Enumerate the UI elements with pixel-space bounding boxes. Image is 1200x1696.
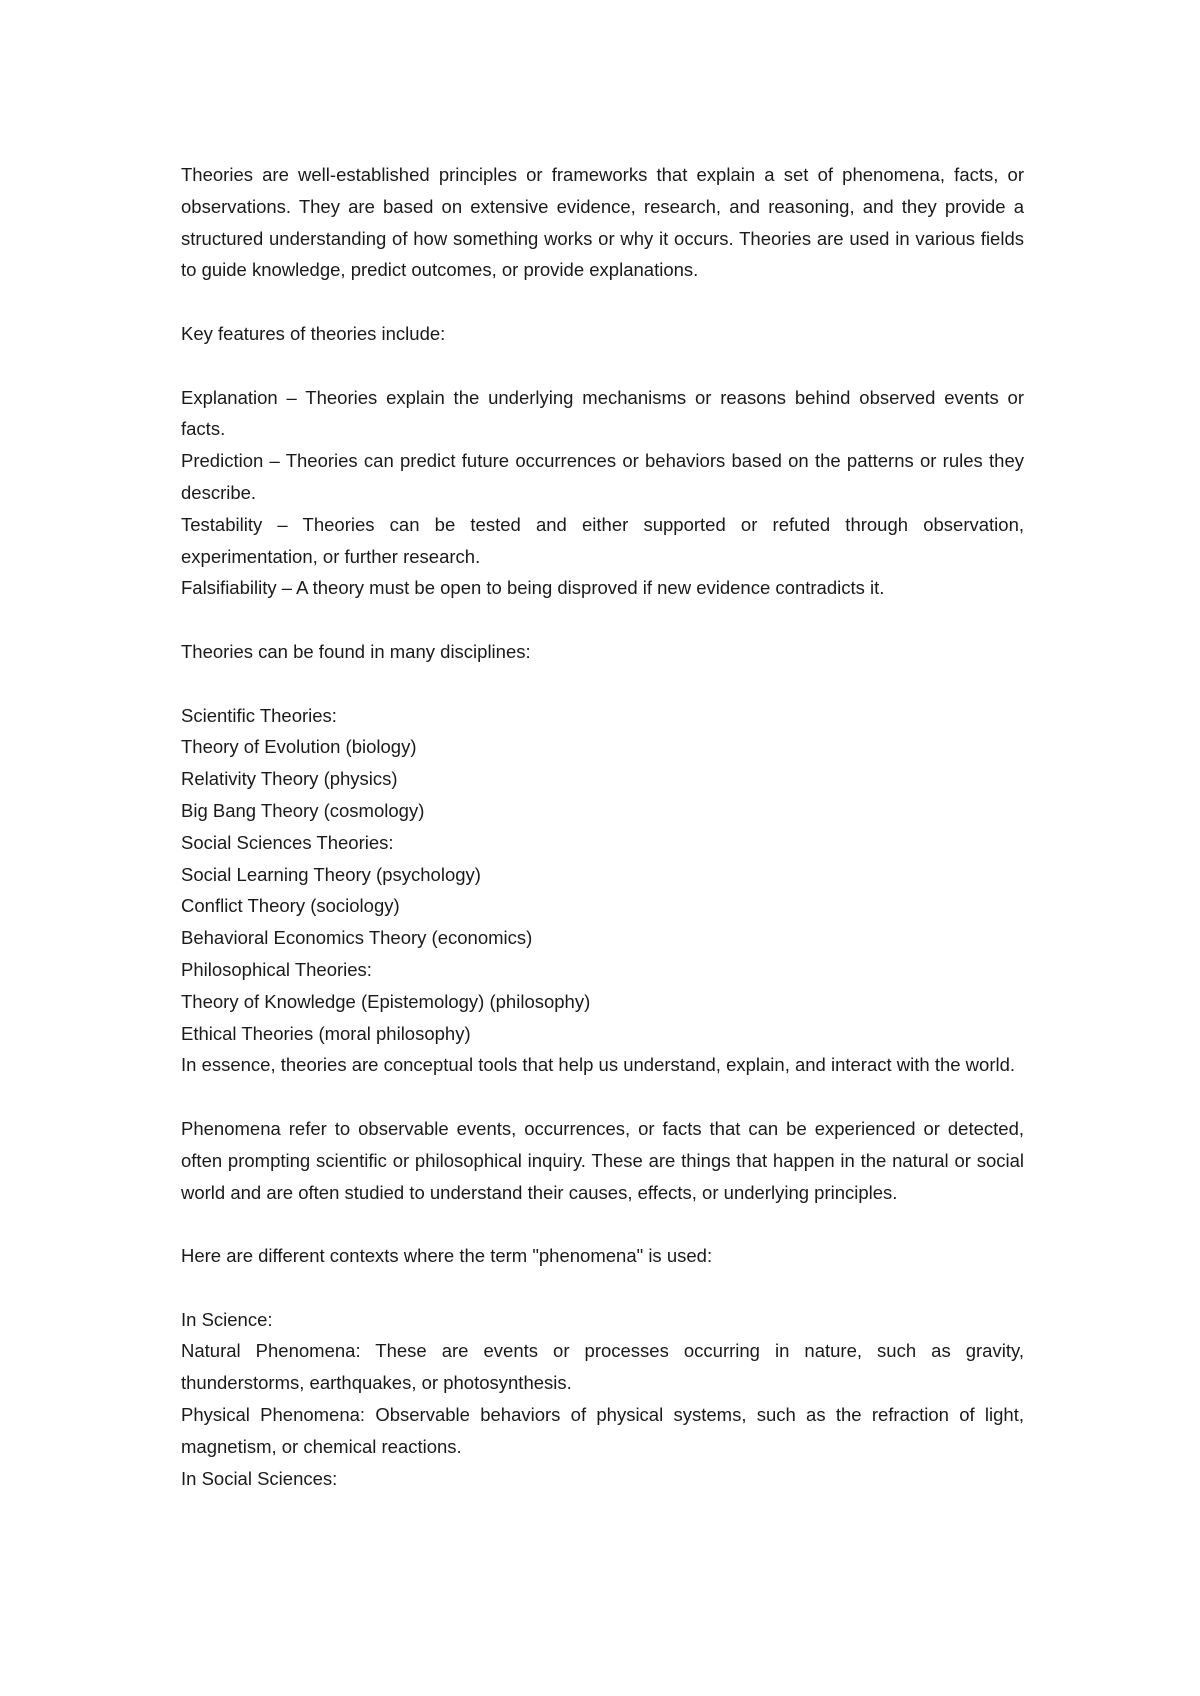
- discipline-scientific-heading: Scientific Theories:: [181, 704, 337, 726]
- feature-falsifiability: Falsifiability – A theory must be open to being disproved if new evidence contradicts it.: [181, 577, 885, 599]
- paragraph-spacer: [181, 1272, 1024, 1304]
- phenomena-intro-paragraph: Phenomena refer to observable events, occurrences, or facts that can be experienced or detected, often prompting scientific or philosophical inquiry. These are things that happen in the natural or social world and are often studied to understand their causes, effects, or underlying principles.: [181, 1117, 1024, 1203]
- discipline-list-item: Social Learning Theory (psychology): [181, 863, 481, 885]
- discipline-list-item: Big Bang Theory (cosmology): [181, 799, 425, 821]
- theories-intro-paragraph: Theories are well-established principles or frameworks that explain a set of phenomena, facts, or observations. They are based on extensive evidence, research, and reasoning, and they provide a structured understanding of how something works or why it occurs. Theories are used in various fields to guide knowledge, predict outcomes, or provide explanations.: [181, 164, 1024, 281]
- paragraph-spacer: [181, 1208, 1024, 1240]
- discipline-list-item: Theory of Knowledge (Epistemology) (philosophy): [181, 990, 591, 1012]
- discipline-list-item: Ethical Theories (moral philosophy): [181, 1022, 471, 1044]
- discipline-list-item: Theory of Evolution (biology): [181, 736, 417, 758]
- key-features-heading: Key features of theories include:: [181, 322, 446, 344]
- paragraph-spacer: [181, 350, 1024, 382]
- context-natural-phenomena: Natural Phenomena: These are events or processes occurring in nature, such as gravity, thunderstorms, earthquakes, or photosynthesis.: [181, 1340, 1024, 1394]
- paragraph-spacer: [181, 668, 1024, 700]
- disciplines-heading: Theories can be found in many disciplines:: [181, 640, 531, 662]
- paragraph-spacer: [181, 286, 1024, 318]
- feature-testability: Testability – Theories can be tested and either supported or refuted through observation, experimentation, or further research.: [181, 513, 1024, 567]
- discipline-list-item: Behavioral Economics Theory (economics): [181, 927, 533, 949]
- feature-prediction: Prediction – Theories can predict future occurrences or behaviors based on the patterns or rules they describe.: [181, 450, 1024, 503]
- context-social-sciences-heading: In Social Sciences:: [181, 1467, 338, 1489]
- paragraph-spacer: [181, 604, 1024, 636]
- context-science-heading: In Science:: [181, 1308, 273, 1330]
- paragraph-spacer: [181, 1081, 1024, 1113]
- context-physical-phenomena: Physical Phenomena: Observable behaviors of physical systems, such as the refraction of light, magnetism, or chemical reactions.: [181, 1404, 1024, 1457]
- contexts-heading: Here are different contexts where the term "phenomena" is used:: [181, 1245, 713, 1267]
- discipline-philosophical-heading: Philosophical Theories:: [181, 958, 372, 980]
- discipline-list-item: Conflict Theory (sociology): [181, 895, 400, 917]
- discipline-list-item: Relativity Theory (physics): [181, 768, 398, 790]
- theories-summary: In essence, theories are conceptual tools that help us understand, explain, and interact with the world.: [181, 1054, 1016, 1076]
- feature-explanation: Explanation – Theories explain the underlying mechanisms or reasons behind observed events or facts.: [181, 386, 1024, 440]
- discipline-social-heading: Social Sciences Theories:: [181, 831, 394, 853]
- document-body: [181, 159, 1024, 1494]
